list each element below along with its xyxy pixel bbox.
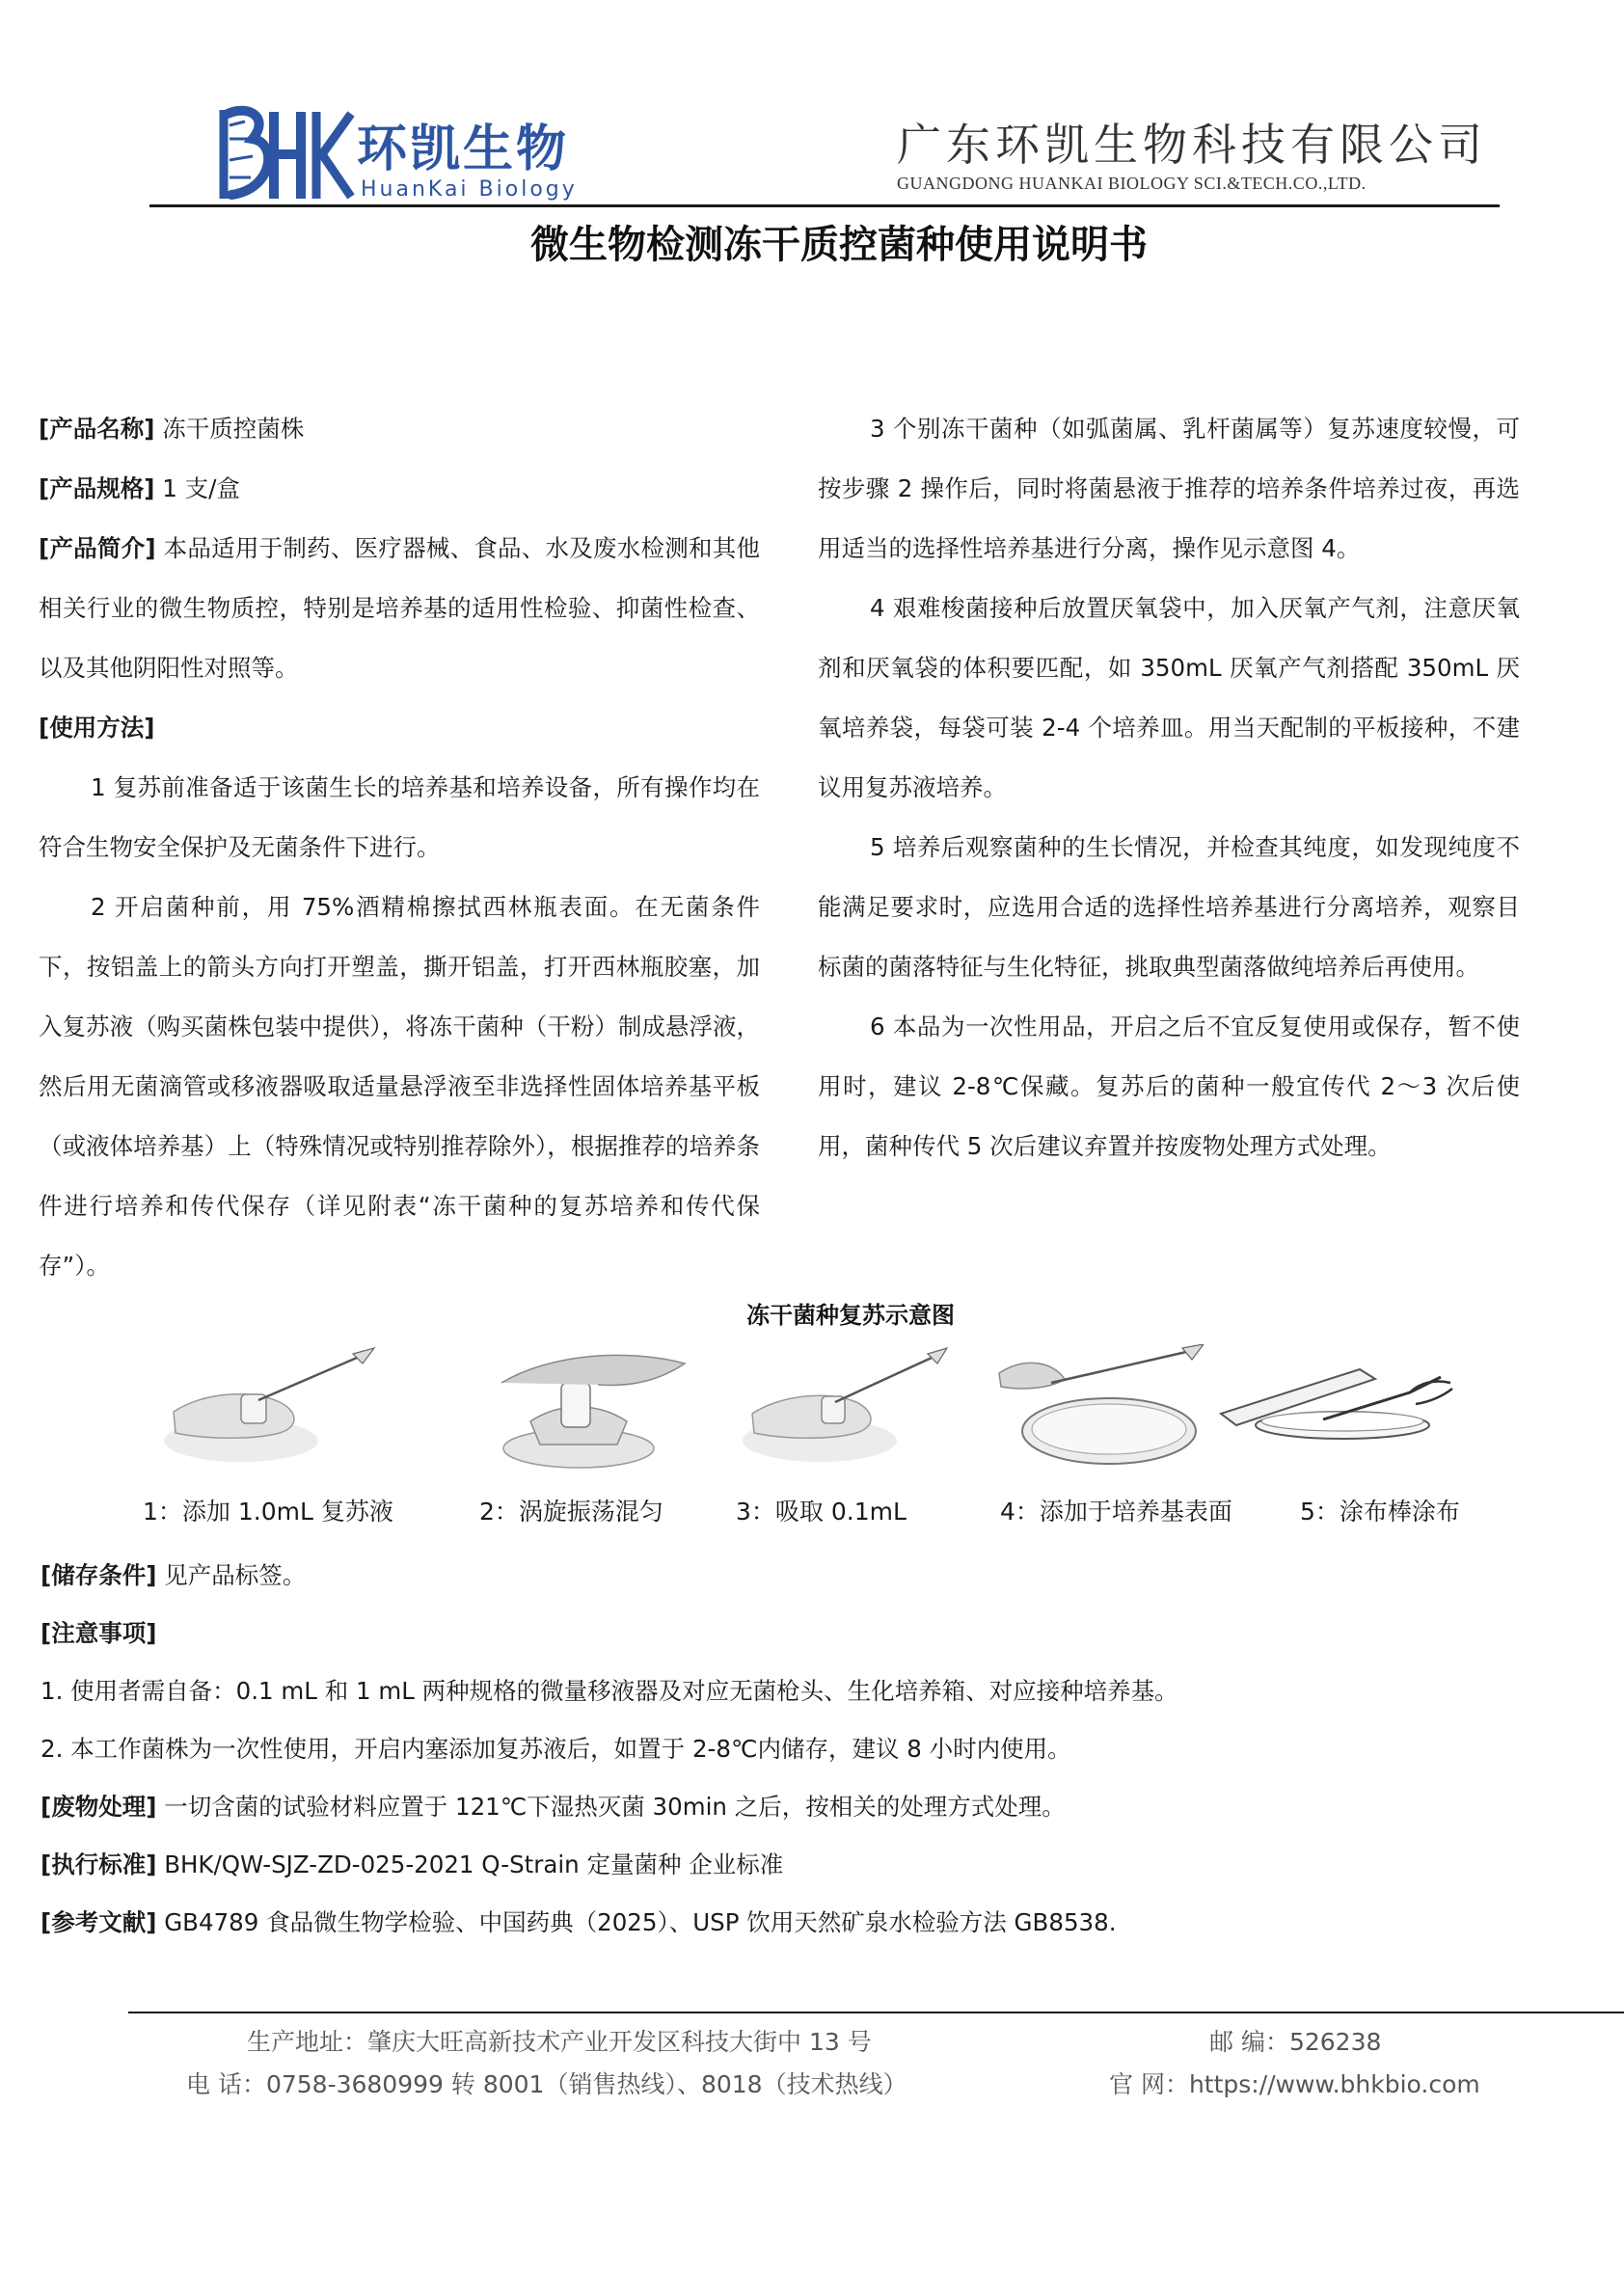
waste-value: 一切含菌的试验材料应置于 121℃下湿热灭菌 30min 之后，按相关的处理方式处理。 xyxy=(156,1793,1066,1821)
product-spec-label: [产品规格] xyxy=(39,474,155,502)
company-name-en: GUANGDONG HUANKAI BIOLOGY SCI.&TECH.CO.,LTD. xyxy=(897,174,1367,193)
usage-heading xyxy=(39,698,760,758)
storage-label: [储存条件] xyxy=(41,1561,157,1589)
product-intro xyxy=(39,519,760,698)
execution-standard xyxy=(41,1836,1583,1894)
references xyxy=(41,1894,1583,1952)
usage-step-5: 5 培养后观察菌种的生长情况，并检查其纯度，如发现纯度不能满足要求时，应选用合适的选择性培养基进行分离培养，观察目标菌的菌落特征与生化特征，挑取典型菌落做纯培养后再使用。 xyxy=(818,833,1520,981)
product-spec-value: 1 支/盒 xyxy=(154,474,240,502)
right-column xyxy=(818,399,1520,1176)
footer-website[interactable]: 官 网：https://www.bhkbio.com xyxy=(1109,2070,1480,2098)
storage-conditions xyxy=(41,1547,1583,1605)
figure-caption-2: 2：涡旋振荡混匀 xyxy=(479,1498,663,1526)
usage-step-6: 6 本品为一次性用品，开启之后不宜反复使用或保存，暂不使用时，建议 2-8℃保藏。复苏后的菌种一般宜传代 2～3 次后使用，菌种传代 5 次后建议弃置并按废物处理方式处理。 xyxy=(818,1013,1520,1160)
product-name xyxy=(39,399,760,459)
add-recovery-liquid-illustration xyxy=(164,1344,386,1470)
usage-step-1: 1 复苏前准备适于该菌生长的培养基和培养设备，所有操作均在符合生物安全保护及无菌条件下进行。 xyxy=(39,773,760,861)
reference-label: [参考文献] xyxy=(41,1908,157,1936)
product-spec xyxy=(39,459,760,519)
standard-label: [执行标准] xyxy=(41,1850,157,1878)
footer-divider xyxy=(128,2012,1624,2013)
figure-caption-5: 5：涂布棒涂布 xyxy=(1300,1498,1460,1526)
bhk-logo-icon xyxy=(210,100,355,208)
add-to-medium-illustration xyxy=(993,1344,1215,1470)
reference-value: GB4789 食品微生物学检验、中国药典（2025）、USP 饮用天然矿泉水检验方法 GB8538. xyxy=(156,1908,1117,1936)
figure-title: 冻干菌种复苏示意图 xyxy=(746,1302,955,1329)
product-intro-label: [产品简介] xyxy=(39,534,156,562)
usage-step-2: 2 开启菌种前，用 75%酒精棉擦拭西林瓶表面。在无菌条件下，按铝盖上的箭头方向打开塑盖，撕开铝盖，打开西林瓶胶塞，加入复苏液（购买菌株包装中提供），将冻干菌种（干粉）制成悬浮液，然后用无菌滴管或移液器吸取适量悬浮液至非选择性固体培养基平板（或液体培养基）上（特殊情况或特别推荐除外），根据推荐的培养条件进行培养和传代保存（详见附表“冻干菌种的复苏培养和传代保存”）。 xyxy=(39,893,760,1280)
usage-step-3: 3 个别冻干菌种（如弧菌属、乳杆菌属等）复苏速度较慢，可按步骤 2 操作后，同时将菌悬液于推荐的培养条件培养过夜，再选用适当的选择性培养基进行分离，操作见示意图 4。 xyxy=(818,415,1520,562)
product-intro-value: 本品适用于制药、医疗器械、食品、水及废水检测和其他相关行业的微生物质控，特别是培养基的适用性检验、抑菌性检查、以及其他阴阳性对照等。 xyxy=(39,534,760,682)
spread-with-rod-illustration xyxy=(1217,1344,1468,1470)
caution-heading xyxy=(41,1605,1583,1662)
product-name-label: [产品名称] xyxy=(39,415,155,443)
standard-value: BHK/QW-SJZ-ZD-025-2021 Q-Strain 定量菌种 企业标准 xyxy=(156,1850,784,1878)
logo-chinese-name: 环凯生物 xyxy=(357,121,570,178)
product-name-value: 冻干质控菌株 xyxy=(154,415,305,443)
footer-address: 生产地址：肇庆大旺高新技术产业开发区科技大街中 13 号 xyxy=(247,2028,872,2056)
usage-label: [使用方法] xyxy=(39,714,155,742)
company-name-cn: 广东环凯生物科技有限公司 xyxy=(897,119,1487,171)
usage-step-4: 4 艰难梭菌接种后放置厌氧袋中，加入厌氧产气剂，注意厌氧剂和厌氧袋的体积要匹配，如 350mL 厌氧产气剂搭配 350mL 厌氧培养袋，每袋可装 2-4 个培养皿。用当天配制的平板接种，不建议用复苏液培养。 xyxy=(818,594,1520,801)
caution-item-2: 2. 本工作菌株为一次性使用，开启内塞添加复苏液后，如置于 2-8℃内储存，建议 8 小时内使用。 xyxy=(41,1735,1071,1763)
footer-postcode: 邮 编：526238 xyxy=(1209,2028,1382,2056)
header-divider xyxy=(149,204,1500,207)
figure-caption-4: 4：添加于培养基表面 xyxy=(1000,1498,1232,1526)
logo-english-name: HuanKai Biology xyxy=(361,177,578,202)
figure-caption-1: 1：添加 1.0mL 复苏液 xyxy=(143,1498,393,1526)
caution-label: [注意事项] xyxy=(41,1619,157,1647)
storage-value: 见产品标签。 xyxy=(156,1561,307,1589)
document-title: 微生物检测冻干质控菌种使用说明书 xyxy=(530,223,1148,267)
vortex-mix-illustration xyxy=(492,1344,699,1470)
waste-label: [废物处理] xyxy=(41,1793,157,1821)
footer-phone: 电 话：0758-3680999 转 8001（销售热线）、8018（技术热线） xyxy=(186,2070,907,2098)
pipette-liquid-illustration xyxy=(743,1344,950,1470)
figure-caption-3: 3：吸取 0.1mL xyxy=(736,1498,907,1526)
left-column xyxy=(39,399,760,1296)
company-logo xyxy=(210,100,577,208)
caution-item-1: 1. 使用者需自备：0.1 mL 和 1 mL 两种规格的微量移液器及对应无菌枪头、生化培养箱、对应接种培养基。 xyxy=(41,1677,1178,1705)
waste-disposal xyxy=(41,1778,1583,1836)
notes-section xyxy=(41,1547,1583,1952)
